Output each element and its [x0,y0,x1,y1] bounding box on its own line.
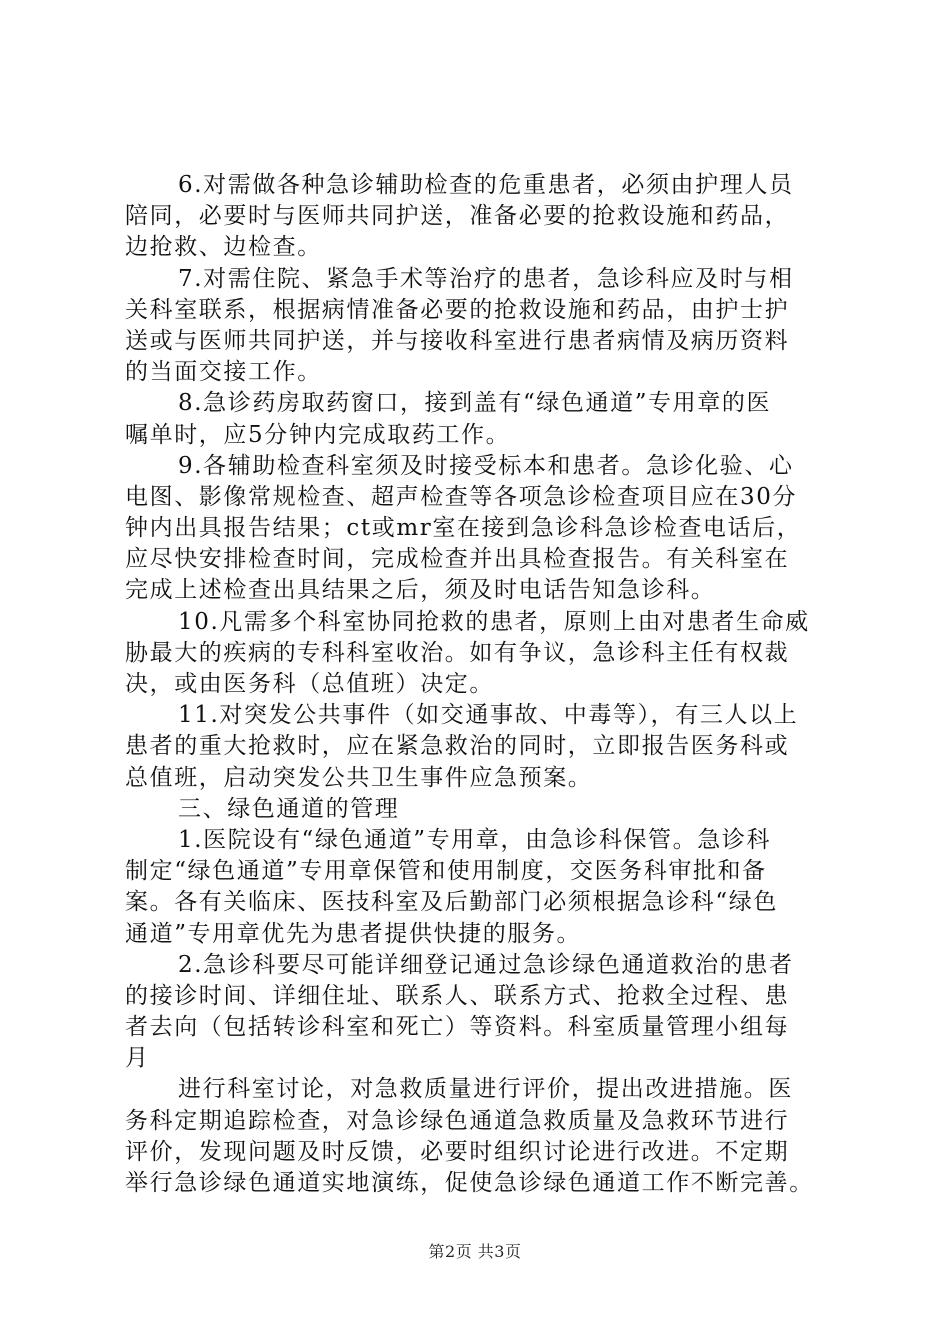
text-line: 月 [125,1045,150,1072]
text-line: 进行科室讨论，对急救质量进行评价，提出改进措施。医 [178,1076,793,1103]
text-line: 的接诊时间、详细住址、联系人、联系方式、抢救全过程、患 [125,982,790,1009]
text-line: 决，或由医务科（总值班）决定。 [125,671,494,697]
text-line: 制定“绿色通道”专用章保管和使用制度，交医务科审批和备 [125,858,767,885]
text-line: 患者的重大抢救时，应在紧急救治的同时，立即报告医务科或 [125,733,790,760]
document-body [125,170,835,1199]
text-line: 6.对需做各种急诊辅助检查的危重患者，必须由护理人员 [178,172,794,198]
text-line: 7.对需住院、紧急手术等治疗的患者，急诊科应及时与相 [178,265,794,292]
text-line: 举行急诊绿色通道实地演练，促使急诊绿色通道工作不断完善。 [125,1170,814,1196]
text-line: 胁最大的疾病的专科科室收治。如有争议，急诊科主任有权裁 [125,639,790,666]
text-line: 陪同，必要时与医师共同护送，准备必要的抢救设施和药品， [125,203,790,230]
text-line: 案。各有关临床、医技科室及后勤部门必须根据急诊科“绿色 [125,889,778,916]
text-line: 通道”专用章优先为患者提供快捷的服务。 [125,920,582,947]
text-line: 应尽快安排检查时间，完成检查并出具检查报告。有关科室在 [125,546,790,573]
text-line: 1.医院设有“绿色通道”专用章，由急诊科保管。急诊科 [178,826,772,853]
text-line: 11.对突发公共事件（如交通事故、中毒等），有三人以上 [178,702,799,729]
section-heading: 三、绿色通道的管理 [178,795,400,822]
text-line: 10.凡需多个科室协同抢救的患者，原则上由对患者生命威 [178,608,810,635]
text-line: 关科室联系，根据病情准备必要的抢救设施和药品，由护士护 [125,296,790,323]
text-line: 8.急诊药房取药窗口，接到盖有“绿色通道”专用章的医 [178,390,772,417]
text-line: 的当面交接工作。 [125,359,322,386]
text-line: 务科定期追踪检查，对急诊绿色通道急救质量及急救环节进行 [125,1107,790,1134]
text-line: 钟内出具报告结果；ct或mr室在接到急诊科急诊检查电话后， [125,515,802,542]
page-number: 第2页 共3页 [428,1242,522,1261]
text-line: 9.各辅助检查科室须及时接受标本和患者。急诊化验、心 [178,452,794,479]
text-line: 者去向（包括转诊科室和死亡）等资料。科室质量管理小组每 [125,1014,790,1041]
text-line: 2.急诊科要尽可能详细登记通过急诊绿色通道救治的患者 [178,951,794,978]
text-line: 电图、影像常规检查、超声检查等各项急诊检查项目应在30分 [125,483,798,510]
text-line: 评价，发现问题及时反馈，必要时组织讨论进行改进。不定期 [125,1138,790,1165]
text-line: 完成上述检查出具结果之后，须及时电话告知急诊科。 [125,577,716,604]
text-line: 边抢救、边检查。 [125,234,322,261]
text-line: 总值班，启动突发公共卫生事件应急预案。 [125,764,593,791]
text-line: 送或与医师共同护送，并与接收科室进行患者病情及病历资料 [125,327,790,354]
text-line: 嘱单时，应5分钟内完成取药工作。 [125,421,511,448]
